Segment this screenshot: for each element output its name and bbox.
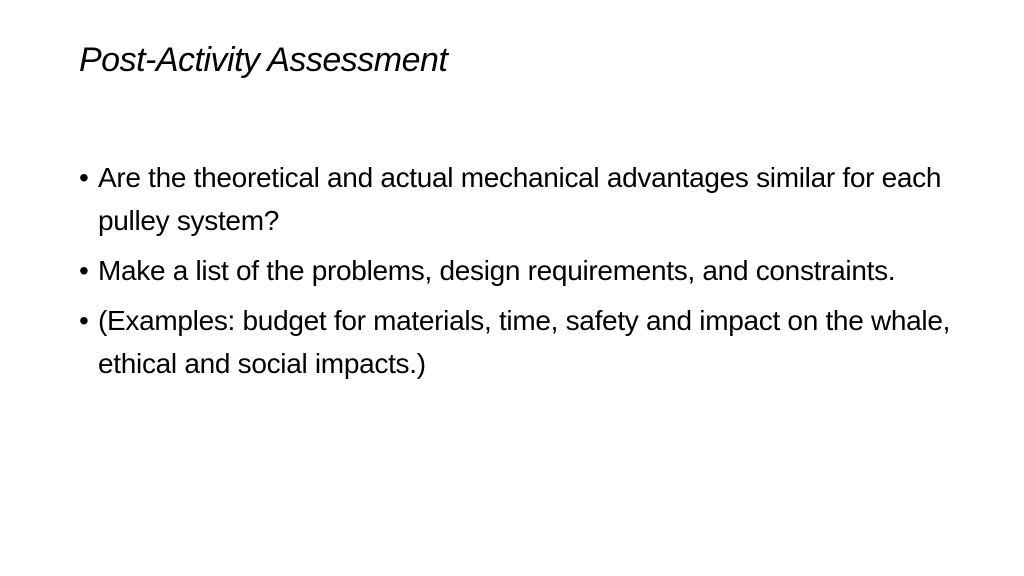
bullet-text: Make a list of the problems, design requirements, and constraints. [98,255,896,286]
bullet-dot-icon: • [79,255,89,286]
bullet-dot-icon: • [79,162,89,193]
bullet-item [79,249,959,292]
bullet-text: Are the theoretical and actual mechanical advantages similar for each pulley system? [98,162,942,236]
bullet-item [79,299,959,385]
bullet-item [79,156,959,242]
bullet-dot-icon: • [79,305,89,336]
bullet-list [79,156,959,392]
slide-title: Post-Activity Assessment [79,41,448,79]
bullet-text: (Examples: budget for materials, time, safety and impact on the whale, ethical and social impacts.) [98,305,951,379]
